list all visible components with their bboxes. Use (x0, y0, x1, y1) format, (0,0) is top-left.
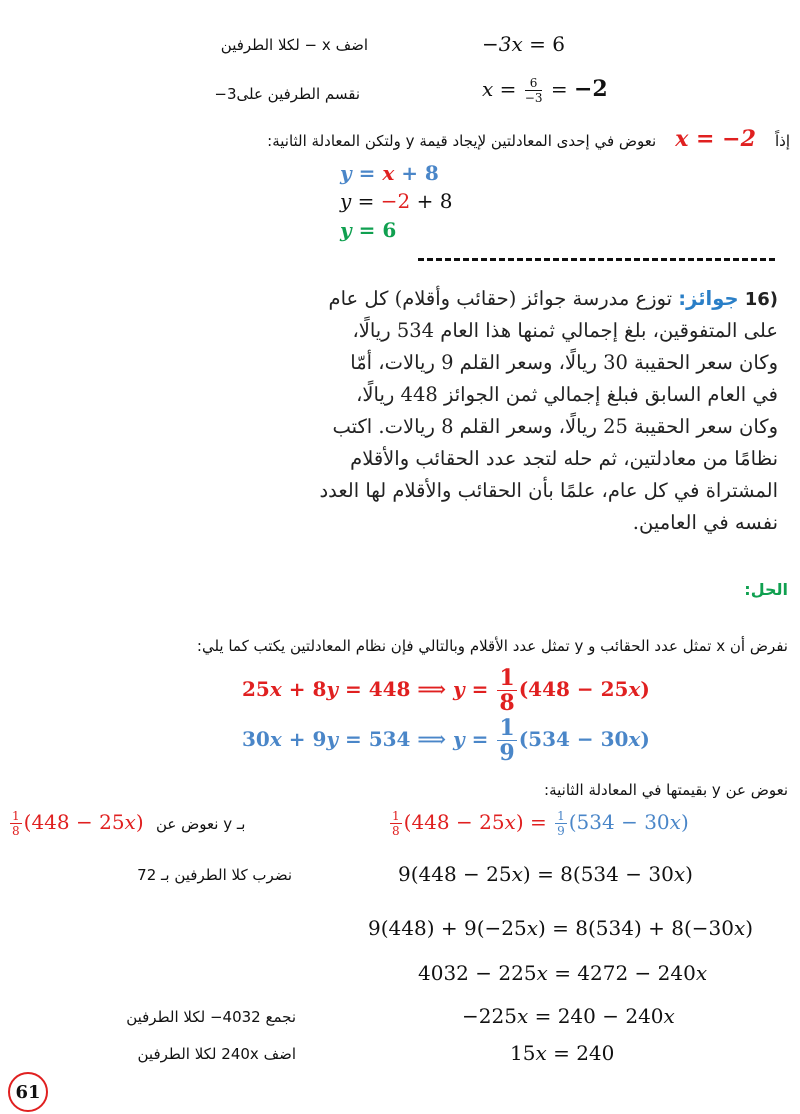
note-add-constant: نجمع 4032− لكلا الطرفين (126, 1008, 296, 1026)
problem-line: نفسه في العامين. (632, 511, 778, 534)
equation-subtract: −225x = 240 − 240x (462, 1004, 675, 1028)
problem-keyword: جوائز: (678, 287, 739, 310)
problem-line (308, 283, 778, 315)
y-equation-2: y = −2 + 8 (340, 189, 453, 213)
system-equation-1: 25x + 8y = 448 ⟹ y = $\frac{1}{8}$ (448 − 25x) (242, 665, 650, 716)
equation-step-1: −3x = 6 (482, 32, 565, 56)
equation-simplified: 4032 − 225x = 4272 − 240x (418, 961, 708, 985)
substitute-text: نعوض في إحدى المعادلتين لإيجاد قيمة y ولتكن المعادلة الثانية: (267, 132, 657, 150)
page-number: 61 (8, 1072, 48, 1112)
x-value: x = −2 (675, 126, 756, 152)
step-note-divide: نقسم الطرفين على3− (214, 85, 360, 103)
note-multiply: نضرب كلا الطرفين بـ 72 (137, 866, 292, 884)
note-add-240x: اضف 240x لكلا الطرفين (137, 1045, 296, 1063)
equation-distribute: 9(448) + 9(−25x) = 8(534) + 8(−30x) (368, 916, 754, 940)
problem-line: في العام السابق فبلغ إجمالي ثمن الجوائز 448 ريالًا، (356, 383, 778, 406)
problem-line: المشتراة في كل عام، علمًا بأن الحقائب والأقلام لها العدد (319, 479, 778, 502)
solution-label: الحل: (744, 580, 788, 599)
therefore-label: إذاً (774, 132, 790, 150)
problem-16 (308, 283, 778, 573)
problem-number: 16) (744, 289, 778, 310)
problem-text: توزع مدرسة جوائز (حقائب وأقلام) كل عام (328, 287, 673, 310)
step-note-add-x: اضف x − لكلا الطرفين (220, 36, 368, 54)
equation-final: 15x = 240 (510, 1041, 615, 1065)
equation-step-2: x = $\frac{6}{-3}$ = −2 (482, 76, 608, 105)
problem-line: وكان سعر الحقيبة 25 ريالًا، وسعر القلم 8 ريالات. اكتب (332, 415, 778, 438)
system-equation-2: 30x + 9y = 534 ⟹ y = $\frac{1}{9}$ (534 − 30x) (242, 715, 650, 766)
problem-line: نظامًا من معادلتين، ثم حله لتجد عدد الحقائب والأقلام (350, 447, 778, 470)
substitute-line (267, 126, 790, 152)
equation-multiply: 9(448 − 25x) = 8(534 − 30x) (398, 862, 693, 886)
section-divider (418, 258, 775, 261)
note-substitute: نعوض عن y بـ (156, 815, 246, 833)
y-equation-3: y = 6 (340, 218, 397, 242)
assumption-text: نفرض أن x تمثل عدد الحقائب و y تمثل عدد الأقلام وبالتالي فإن نظام المعادلتين يكتب كما يلي: (196, 637, 788, 655)
problem-line: وكان سعر الحقيبة 30 ريالًا، وسعر القلم 9 ريالات، أمّا (350, 351, 778, 374)
y-equation-1: y = x + 8 (340, 161, 439, 185)
substitution-expression: $\frac{1}{8}$ (448 − 25x) نعوض عن y بـ (12, 809, 246, 838)
substitution-text: نعوض عن y بقيمتها في المعادلة الثانية: (544, 781, 788, 799)
problem-line: على المتفوقين، بلغ إجمالي ثمنها هذا العام 534 ريالًا، (352, 319, 778, 342)
combined-equation: $\frac{1}{8}$ (448 − 25x) = $\frac{1}{9}$ (534 − 30x) (392, 809, 689, 838)
